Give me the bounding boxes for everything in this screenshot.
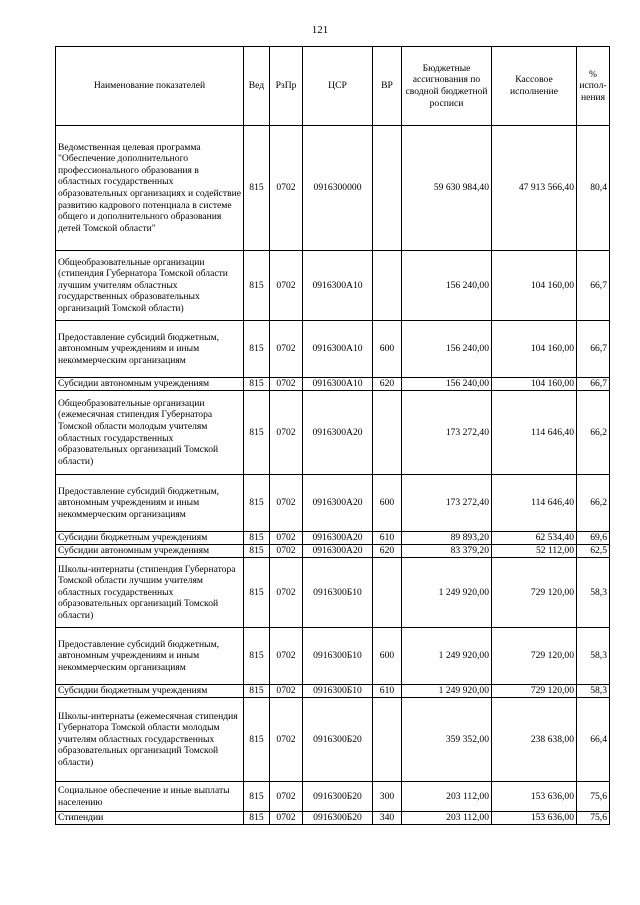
row-ved: 815	[244, 475, 270, 532]
row-rzpr: 0702	[270, 812, 303, 825]
header-rzpr: РзПр	[270, 47, 303, 126]
row-vr: 620	[373, 378, 402, 391]
row-csr: 0916300Б10	[303, 558, 373, 628]
page-number: 121	[311, 24, 329, 36]
row-vr: 600	[373, 321, 402, 378]
budget-table	[55, 46, 610, 825]
table-row	[56, 251, 610, 321]
row-name: Предоставление субсидий бюджетным, автономным учреждениям и иным некоммерческим организациям	[56, 321, 244, 378]
row-rzpr: 0702	[270, 685, 303, 698]
row-cash: 729 120,00	[492, 558, 577, 628]
row-cash: 238 638,00	[492, 698, 577, 782]
row-name: Субсидии бюджетным учреждениям	[56, 685, 244, 698]
row-csr: 0916300А10	[303, 378, 373, 391]
row-percent: 69,6	[577, 532, 610, 545]
row-csr: 0916300А20	[303, 532, 373, 545]
row-ved: 815	[244, 545, 270, 558]
row-percent: 58,3	[577, 628, 610, 685]
row-percent: 66,2	[577, 475, 610, 532]
row-ved: 815	[244, 378, 270, 391]
row-assignments: 173 272,40	[402, 391, 492, 475]
header-vr: ВР	[373, 47, 402, 126]
table-row	[56, 378, 610, 391]
row-cash: 114 646,40	[492, 391, 577, 475]
row-csr: 0916300А20	[303, 391, 373, 475]
row-rzpr: 0702	[270, 321, 303, 378]
row-cash: 153 636,00	[492, 812, 577, 825]
row-assignments: 156 240,00	[402, 251, 492, 321]
row-cash: 153 636,00	[492, 782, 577, 812]
row-ved: 815	[244, 251, 270, 321]
row-vr: 300	[373, 782, 402, 812]
row-assignments: 89 893,20	[402, 532, 492, 545]
row-cash: 114 646,40	[492, 475, 577, 532]
row-csr: 0916300000	[303, 126, 373, 251]
row-rzpr: 0702	[270, 628, 303, 685]
row-cash: 47 913 566,40	[492, 126, 577, 251]
row-cash: 104 160,00	[492, 251, 577, 321]
row-assignments: 203 112,00	[402, 812, 492, 825]
row-csr: 0916300Б20	[303, 698, 373, 782]
row-assignments: 359 352,00	[402, 698, 492, 782]
row-vr: 610	[373, 532, 402, 545]
row-percent: 58,3	[577, 558, 610, 628]
row-name: Школы-интернаты (ежемесячная стипендия Губернатора Томской области молодым учителям областных государственных образовательных организаций Томской области)	[56, 698, 244, 782]
table-row	[56, 698, 610, 782]
row-rzpr: 0702	[270, 391, 303, 475]
table-row	[56, 685, 610, 698]
row-csr: 0916300Б10	[303, 628, 373, 685]
row-percent: 66,7	[577, 378, 610, 391]
row-ved: 815	[244, 685, 270, 698]
row-cash: 104 160,00	[492, 378, 577, 391]
row-rzpr: 0702	[270, 475, 303, 532]
row-assignments: 203 112,00	[402, 782, 492, 812]
row-csr: 0916300А10	[303, 251, 373, 321]
row-percent: 62,5	[577, 545, 610, 558]
row-percent: 75,6	[577, 782, 610, 812]
row-name: Социальное обеспечение и иные выплаты населению	[56, 782, 244, 812]
table-row	[56, 475, 610, 532]
row-rzpr: 0702	[270, 782, 303, 812]
row-assignments: 1 249 920,00	[402, 685, 492, 698]
row-assignments: 1 249 920,00	[402, 558, 492, 628]
row-name: Общеобразовательные организации (ежемесячная стипендия Губернатора Томской области молодым учителям областных государственных образовательных организаций Томской области)	[56, 391, 244, 475]
row-ved: 815	[244, 812, 270, 825]
row-rzpr: 0702	[270, 698, 303, 782]
row-assignments: 83 379,20	[402, 545, 492, 558]
row-vr	[373, 251, 402, 321]
row-assignments: 156 240,00	[402, 321, 492, 378]
table-header-row	[56, 47, 610, 126]
header-percent: % испол-нения	[577, 47, 610, 126]
row-ved: 815	[244, 558, 270, 628]
row-csr: 0916300Б20	[303, 812, 373, 825]
row-csr: 0916300Б10	[303, 685, 373, 698]
table-row	[56, 321, 610, 378]
row-vr: 610	[373, 685, 402, 698]
row-vr: 620	[373, 545, 402, 558]
row-name: Ведомственная целевая программа "Обеспечение дополнительного профессионального образования в областных государственных образовательных организациях и содействие развитию кадрового потенциала в системе общего и дополнительного образования детей Томской области"	[56, 126, 244, 251]
header-cash: Кассовое исполнение	[492, 47, 577, 126]
row-ved: 815	[244, 391, 270, 475]
row-cash: 62 534,40	[492, 532, 577, 545]
row-assignments: 173 272,40	[402, 475, 492, 532]
row-csr: 0916300Б20	[303, 782, 373, 812]
row-assignments: 59 630 984,40	[402, 126, 492, 251]
row-cash: 52 112,00	[492, 545, 577, 558]
row-vr	[373, 698, 402, 782]
header-assignments: Бюджетные ассигнования по сводной бюджетной росписи	[402, 47, 492, 126]
row-percent: 75,6	[577, 812, 610, 825]
row-ved: 815	[244, 628, 270, 685]
row-rzpr: 0702	[270, 126, 303, 251]
row-vr	[373, 558, 402, 628]
row-percent: 66,7	[577, 251, 610, 321]
header-csr: ЦСР	[303, 47, 373, 126]
row-name: Субсидии автономным учреждениям	[56, 545, 244, 558]
row-csr: 0916300А20	[303, 475, 373, 532]
row-cash: 104 160,00	[492, 321, 577, 378]
row-ved: 815	[244, 698, 270, 782]
table-row	[56, 628, 610, 685]
table-row	[56, 782, 610, 812]
row-name: Стипендии	[56, 812, 244, 825]
header-ved: Вед	[244, 47, 270, 126]
table-row	[56, 545, 610, 558]
row-rzpr: 0702	[270, 545, 303, 558]
row-percent: 80,4	[577, 126, 610, 251]
row-percent: 58,3	[577, 685, 610, 698]
table-row	[56, 558, 610, 628]
row-name: Субсидии бюджетным учреждениям	[56, 532, 244, 545]
row-rzpr: 0702	[270, 558, 303, 628]
header-name: Наименование показателей	[56, 47, 244, 126]
row-percent: 66,7	[577, 321, 610, 378]
row-name: Общеобразовательные организации (стипендия Губернатора Томской области лучшим учителям областных государственных образовательных организаций Томской области)	[56, 251, 244, 321]
row-ved: 815	[244, 126, 270, 251]
row-ved: 815	[244, 321, 270, 378]
row-name: Школы-интернаты (стипендия Губернатора Томской области лучшим учителям областных государственных образовательных организаций Томской области)	[56, 558, 244, 628]
row-vr	[373, 126, 402, 251]
table-row	[56, 812, 610, 825]
row-vr: 600	[373, 628, 402, 685]
row-vr	[373, 391, 402, 475]
row-rzpr: 0702	[270, 251, 303, 321]
row-cash: 729 120,00	[492, 628, 577, 685]
row-assignments: 156 240,00	[402, 378, 492, 391]
row-name: Предоставление субсидий бюджетным, автономным учреждениям и иным некоммерческим организациям	[56, 475, 244, 532]
row-csr: 0916300А10	[303, 321, 373, 378]
table-row	[56, 532, 610, 545]
row-name: Предоставление субсидий бюджетным, автономным учреждениям и иным некоммерческим организациям	[56, 628, 244, 685]
row-vr: 600	[373, 475, 402, 532]
row-name: Субсидии автономным учреждениям	[56, 378, 244, 391]
table-row	[56, 126, 610, 251]
row-ved: 815	[244, 532, 270, 545]
row-ved: 815	[244, 782, 270, 812]
row-rzpr: 0702	[270, 532, 303, 545]
row-csr: 0916300А20	[303, 545, 373, 558]
row-vr: 340	[373, 812, 402, 825]
row-percent: 66,2	[577, 391, 610, 475]
row-percent: 66,4	[577, 698, 610, 782]
row-cash: 729 120,00	[492, 685, 577, 698]
row-rzpr: 0702	[270, 378, 303, 391]
table-row	[56, 391, 610, 475]
row-assignments: 1 249 920,00	[402, 628, 492, 685]
